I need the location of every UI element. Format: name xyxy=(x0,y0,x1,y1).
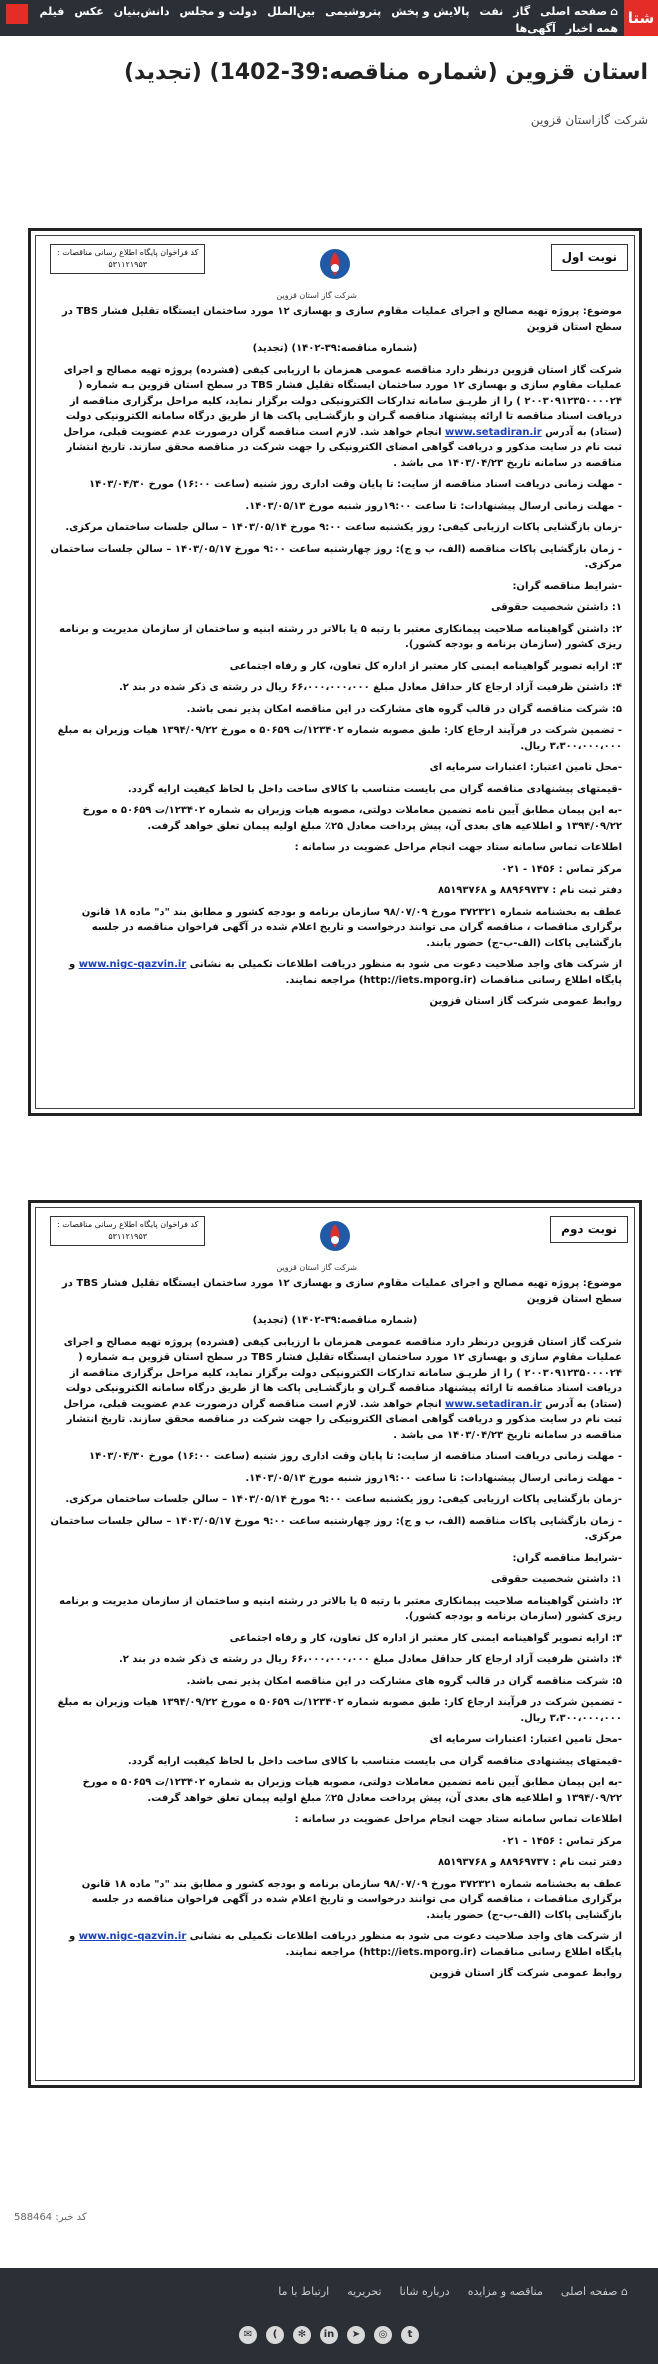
condition-3: ۳: ارایه تصویر گواهینامه ایمنی کار معتبر از اداره کل تعاون، کار و رفاه اجتماعی xyxy=(229,660,622,672)
home-icon: ⌂ xyxy=(617,2285,628,2298)
condition-5: ۵: شرکت مناقصه گران در قالب گروه های مشارکت در این مناقصه امکان پذیر نمی باشد. xyxy=(186,1675,622,1687)
secondary-nav xyxy=(516,20,618,36)
tender-code-box xyxy=(50,1216,205,1246)
condition-2: ۲: داشتن گواهینامه صلاحیت پیمانکاری معتبر با رتبه ۵ یا بالاتر در رشته ابنیه و ساختمان از سازمان مدیریت و برنامه ریزی کشور (سازمان برنامه و بودجه کشور). xyxy=(59,1595,622,1622)
notice-body xyxy=(48,1276,622,1988)
subject: موضوع: پروژه تهیه مصالح و اجرای عملیات مقاوم سازی و بهسازی ۱۲ مورد ساختمان ایستگاه تقلیل فشار TBS در سطح استان قزوین xyxy=(62,306,622,333)
emblem-caption: شرکت گاز استان قزوین xyxy=(276,1262,357,1272)
intro: شرکت گاز استان قزوین درنظر دارد مناقصه عمومی همزمان با ارزیابی کیفی (فشرده) پروژه تهیه مصالح و اجرای عملیات مقاوم سازی و بهسازی ۱۲ مورد ساختمان ایستگاه تقلیل فشار TBS در سطح استان قزوین بـه شماره ( ۲۰۰۳۰۹۱۲۳۵۰۰۰۰۲۴ ) را از طریـق سامانه تدارکات الکترونیکی دولت برگزار نماید، کلیه مراحل برگزاری مناقصه از دریافت اسناد مناقصه تا ارائه پیشنهاد مناقصه گـران و بازگشـایی پاکت ها از طریق درگاه سامانه الکترونیکی دولت (ستاد) به آدرس www.setadiran.ir انجام خواهد شد. لازم است مناقصه گران درصورت عدم عضویت قبلی، مراحل ثبت نام در سایت مذکور و دریافت گواهی امضای الکترونیکی را جهت شرکت در مناقصه محقق سازند. تاریخ انتشار مناقصه در سامانه تاریخ ۱۴۰۳/۰۴/۲۳ می باشد . xyxy=(63,1336,622,1441)
tender-code-box xyxy=(50,244,205,274)
article: عطف به بخشنامه شماره ۳۷۲۳۲۱ مورخ ۹۸/۰۷/۰۹ سازمان برنامه و بودجه کشور و مطابق بند "د" ماده ۱۸ قانون برگزاری مناقصات ، مناقصه گران می توانند درخواست و تاریخ اعلام شده در آگهی فراخوان مناقصه در جلسه بازگشایی پاکات (الف-ب-ج) حضور یابند. xyxy=(81,1878,622,1921)
info: از شرکت های واجد صلاحیت دعوت می شود به منظور دریافت اطلاعات تکمیلی به نشانی www.nigc-qazvin.ir و پایگاه اطلاع رسانی مناقصات (http://iets.mporg.ir) مراجعه نمایند. xyxy=(68,959,622,986)
deadline-docs: - مهلت زمانی دریافت اسناد مناقصه از سایت: تا پایان وقت اداری روز شنبه (ساعت ۱۶:۰۰) مورخ ۱۴۰۳/۰۴/۳۰ xyxy=(88,479,622,490)
nav-item-video[interactable]: فیلم xyxy=(39,4,65,18)
instagram-icon[interactable]: ◎ xyxy=(374,2326,392,2344)
top-navigation-bar xyxy=(0,0,658,36)
conditions-title: -شرایط مناقصه گران: xyxy=(512,1552,622,1564)
news-code: کد خبر: 588464 xyxy=(14,2212,87,2223)
contact-title: اطلاعات تماس سامانه ستاد جهت انجام مراحل عضویت در سامانه : xyxy=(294,1814,622,1825)
funding: -محل تامین اعتبار: اعتبارات سرمایه ای xyxy=(429,1734,622,1745)
nav-item-refining[interactable]: پالایش و پخش xyxy=(391,4,470,18)
main-nav xyxy=(40,0,619,22)
signature: روابط عمومی شرکت گاز استان قزوین xyxy=(429,996,622,1007)
funding: -محل تامین اعتبار: اعتبارات سرمایه ای xyxy=(429,762,622,773)
deadline-offers: - مهلت زمانی ارسال پیشنهادات: تا ساعت ۱۹:۰۰روز شنبه مورخ ۱۴۰۳/۰۵/۱۳. xyxy=(245,1472,622,1484)
telegram-icon[interactable]: ➤ xyxy=(347,2326,365,2344)
emblem-caption: شرکت گاز استان قزوین xyxy=(276,290,357,300)
setad-link[interactable]: www.setadiran.ir xyxy=(444,1398,542,1410)
home-icon: ⌂ xyxy=(610,4,618,18)
opening-quality: -زمان بازگشایی پاکات ارزیابی کیفی: روز یکشنبه ساعت ۹:۰۰ مورخ ۱۴۰۳/۰۵/۱۴ – سالن جلسات ساختمان مرکزی. xyxy=(65,522,622,533)
contract: -به این پیمان مطابق آیین نامه تضمین معاملات دولتی، مصوبه هیات وزیران به شماره ۱۲۳۴۰۲/ت ۵۰۶۵۹ ه مورخ ۱۳۹۴/۰۹/۲۲ و اطلاعیه های بعدی آن، پیش پرداخت معادل ۲۵٪ مبلغ اولیه پیمان تعلق خواهد گرفت. xyxy=(82,1777,622,1804)
condition-2: ۲: داشتن گواهینامه صلاحیت پیمانکاری معتبر با رتبه ۵ یا بالاتر در رشته ابنیه و ساختمان از سازمان مدیریت و برنامه ریزی کشور (سازمان برنامه و بودجه کشور). xyxy=(59,623,622,650)
footer-link-home[interactable]: ⌂ صفحه اصلی xyxy=(560,2285,628,2298)
iets-link[interactable]: (http://iets.mporg.ir) xyxy=(358,974,477,986)
center-phone: مرکز تماس : ۱۴۵۶ - ۰۲۱ xyxy=(501,863,622,875)
nav-item-knowledge[interactable]: دانش‌بنیان xyxy=(113,4,170,18)
nav-item-government[interactable]: دولت و مجلس xyxy=(179,4,258,18)
condition-3: ۳: ارایه تصویر گواهینامه ایمنی کار معتبر از اداره کل تعاون، کار و رفاه اجتماعی xyxy=(229,1632,622,1644)
notice-badge: نوبت دوم xyxy=(550,1216,628,1243)
condition-4: ۴: داشتن ظرفیت آزاد ارجاع کار حداقل معادل مبلغ ۶۶،۰۰۰،۰۰۰،۰۰۰ ریال در رشته ی ذکر شده در بند ۲. xyxy=(118,1654,622,1665)
condition-4: ۴: داشتن ظرفیت آزاد ارجاع کار حداقل معادل مبلغ ۶۶،۰۰۰،۰۰۰،۰۰۰ ریال در رشته ی ذکر شده در بند ۲. xyxy=(118,682,622,693)
footer-link-editorial[interactable]: تحریریه xyxy=(347,2285,382,2298)
opening-quality: -زمان بازگشایی پاکات ارزیابی کیفی: روز یکشنبه ساعت ۹:۰۰ مورخ ۱۴۰۳/۰۵/۱۴ – سالن جلسات ساختمان مرکزی. xyxy=(65,1494,622,1505)
prices: -قیمتهای پیشنهادی مناقصه گران می بایست متناسب با کالای ساخت داخل با لحاظ کیفیت ارایه گردد. xyxy=(127,783,622,795)
opening-offers: - زمان بازگشایی پاکات مناقصه (الف، ب و ج): روز چهارشنبه ساعت ۹:۰۰ مورخ ۱۴۰۳/۰۵/۱۷ – سالن جلسات ساختمان مرکزی. xyxy=(50,543,622,570)
linkedin-icon[interactable]: in xyxy=(320,2326,338,2344)
nav-item-all-news[interactable]: همه اخبار xyxy=(565,21,618,35)
condition-5: ۵: شرکت مناقصه گران در قالب گروه های مشارکت در این مناقصه امکان پذیر نمی باشد. xyxy=(186,703,622,715)
conditions-title: -شرایط مناقصه گران: xyxy=(512,580,622,592)
rss-icon[interactable]: ) xyxy=(266,2326,284,2344)
code-label: کد فراخوان پایگاه اطلاع رسانی مناقصات : xyxy=(57,248,199,257)
info: از شرکت های واجد صلاحیت دعوت می شود به منظور دریافت اطلاعات تکمیلی به نشانی www.nigc-qazvin.ir و پایگاه اطلاع رسانی مناقصات (http://iets.mporg.ir) مراجعه نمایند. xyxy=(68,1931,622,1958)
shana-logo[interactable]: شتا xyxy=(624,0,658,36)
deadline-offers: - مهلت زمانی ارسال پیشنهادات: تا ساعت ۱۹:۰۰روز شنبه مورخ ۱۴۰۳/۰۵/۱۳. xyxy=(245,500,622,512)
contact-title: اطلاعات تماس سامانه ستاد جهت انجام مراحل عضویت در سامانه : xyxy=(294,842,622,853)
mail-icon[interactable]: ✉ xyxy=(239,2326,257,2344)
setad-link[interactable]: www.setadiran.ir xyxy=(444,426,542,438)
deadline-docs: - مهلت زمانی دریافت اسناد مناقصه از سایت: تا پایان وقت اداری روز شنبه (ساعت ۱۶:۰۰) مورخ ۱۴۰۳/۰۴/۳۰ xyxy=(88,1451,622,1462)
contract: -به این پیمان مطابق آیین نامه تضمین معاملات دولتی، مصوبه هیات وزیران به شماره ۱۲۳۴۰۲/ت ۵۰۶۵۹ ه مورخ ۱۳۹۴/۰۹/۲۲ و اطلاعیه های بعدی آن، پیش پرداخت معادل ۲۵٪ مبلغ اولیه پیمان تعلق خواهد گرفت. xyxy=(82,805,622,832)
nigc-emblem xyxy=(276,246,357,302)
notice-frame xyxy=(35,1207,635,2081)
tender-number: (شماره مناقصه:۳۹-۱۴۰۲) (تجدید) xyxy=(252,343,418,354)
notice-badge: نوبت اول xyxy=(551,244,628,271)
video-icon[interactable] xyxy=(6,4,28,24)
prices: -قیمتهای پیشنهادی مناقصه گران می بایست متناسب با کالای ساخت داخل با لحاظ کیفیت ارایه گردد. xyxy=(127,1755,622,1767)
nav-item-photo[interactable]: عکس xyxy=(74,4,104,18)
guarantee: - تضمین شرکت در فرآیند ارجاع کار: طبق مصوبه شماره ۱۲۳۴۰۲/ت ۵۰۶۵۹ ه مورخ ۱۳۹۴/۰۹/۲۲ هیات وزیران به مبلغ ۳،۳۰۰،۰۰۰،۰۰۰ ریال. xyxy=(57,725,622,752)
nigc-logo-icon xyxy=(313,1218,357,1254)
center-phone: مرکز تماس : ۱۴۵۶ - ۰۲۱ xyxy=(501,1835,622,1847)
nav-item-international[interactable]: بین‌الملل xyxy=(267,4,316,18)
intro: شرکت گاز استان قزوین درنظر دارد مناقصه عمومی همزمان با ارزیابی کیفی (فشرده) پروژه تهیه مصالح و اجرای عملیات مقاوم سازی و بهسازی ۱۲ مورد ساختمان ایستگاه تقلیل فشار TBS در سطح استان قزوین بـه شماره ( ۲۰۰۳۰۹۱۲۳۵۰۰۰۰۲۴ ) را از طریـق سامانه تدارکات الکترونیکی دولت برگزار نماید، کلیه مراحل برگزاری مناقصه از دریافت اسناد مناقصه تا ارائه پیشنهاد مناقصه گـران و بازگشـایی پاکت ها از طریق درگاه سامانه الکترونیکی دولت (ستاد) به آدرس www.setadiran.ir انجام خواهد شد. لازم است مناقصه گران درصورت عدم عضویت قبلی، مراحل ثبت نام در سایت مذکور و دریافت گواهی امضای الکترونیکی را جهت شرکت در مناقصه محقق سازند. تاریخ انتشار مناقصه در سامانه تاریخ ۱۴۰۳/۰۴/۲۳ می باشد . xyxy=(63,364,622,469)
code-label: کد فراخوان پایگاه اطلاع رسانی مناقصات : xyxy=(57,1220,199,1229)
footer-links xyxy=(278,2285,628,2298)
aparat-icon[interactable]: ✻ xyxy=(293,2326,311,2344)
social-icons xyxy=(239,2326,419,2344)
condition-1: ۱: داشتن شخصیت حقوقی xyxy=(491,602,622,613)
nav-item-home[interactable]: ⌂ صفحه اصلی xyxy=(540,4,618,18)
company-name: شرکت گازاستان قزوین xyxy=(530,113,648,127)
site-footer xyxy=(0,2268,658,2364)
twitter-icon[interactable]: t xyxy=(401,2326,419,2344)
footer-link-about[interactable]: درباره شانا xyxy=(399,2285,450,2298)
page-title: استان قزوین (شماره مناقصه:39-1402) (تجدید) xyxy=(123,60,648,85)
notice-body xyxy=(48,304,622,1016)
nigc-link[interactable]: www.nigc-qazvin.ir xyxy=(78,1931,187,1942)
notice-first xyxy=(28,228,642,1116)
nav-item-ads[interactable]: آگهی‌ها xyxy=(515,21,556,35)
tender-number: (شماره مناقصه:۳۹-۱۴۰۲) (تجدید) xyxy=(252,1315,418,1326)
nav-item-gas[interactable]: گاز xyxy=(513,4,531,18)
code-value: ۵۳۱۱۲۱۹۵۳ xyxy=(108,1232,148,1241)
office-phone: دفتر ثبت نام : ۸۸۹۶۹۷۳۷ و ۸۵۱۹۳۷۶۸ xyxy=(437,1857,622,1868)
nigc-emblem xyxy=(276,1218,357,1274)
footer-link-tenders[interactable]: مناقصه و مزایده xyxy=(467,2285,543,2298)
office-phone: دفتر ثبت نام : ۸۸۹۶۹۷۳۷ و ۸۵۱۹۳۷۶۸ xyxy=(437,885,622,896)
nigc-logo-icon xyxy=(313,246,357,282)
code-value: ۵۳۱۱۲۱۹۵۳ xyxy=(108,260,148,269)
signature: روابط عمومی شرکت گاز استان قزوین xyxy=(429,1968,622,1979)
footer-link-contact[interactable]: ارتباط با ما xyxy=(278,2285,330,2298)
notice-frame xyxy=(35,235,635,1109)
condition-1: ۱: داشتن شخصیت حقوقی xyxy=(491,1574,622,1585)
subject: موضوع: پروژه تهیه مصالح و اجرای عملیات مقاوم سازی و بهسازی ۱۲ مورد ساختمان ایستگاه تقلیل فشار TBS در سطح استان قزوین xyxy=(62,1278,622,1305)
opening-offers: - زمان بازگشایی پاکات مناقصه (الف، ب و ج): روز چهارشنبه ساعت ۹:۰۰ مورخ ۱۴۰۳/۰۵/۱۷ – سالن جلسات ساختمان مرکزی. xyxy=(50,1515,622,1542)
iets-link[interactable]: (http://iets.mporg.ir) xyxy=(358,1946,477,1958)
nav-item-oil[interactable]: نفت xyxy=(479,4,504,18)
guarantee: - تضمین شرکت در فرآیند ارجاع کار: طبق مصوبه شماره ۱۲۳۴۰۲/ت ۵۰۶۵۹ ه مورخ ۱۳۹۴/۰۹/۲۲ هیات وزیران به مبلغ ۳،۳۰۰،۰۰۰،۰۰۰ ریال. xyxy=(57,1697,622,1724)
nav-item-petrochemical[interactable]: پتروشیمی xyxy=(325,4,382,18)
article: عطف به بخشنامه شماره ۳۷۲۳۲۱ مورخ ۹۸/۰۷/۰۹ سازمان برنامه و بودجه کشور و مطابق بند "د" ماده ۱۸ قانون برگزاری مناقصات ، مناقصه گران می توانند درخواست و تاریخ اعلام شده در آگهی فراخوان مناقصه در جلسه بازگشایی پاکات (الف-ب-ج) حضور یابند. xyxy=(81,906,622,949)
notice-second xyxy=(28,1200,642,2088)
nigc-link[interactable]: www.nigc-qazvin.ir xyxy=(78,959,187,970)
